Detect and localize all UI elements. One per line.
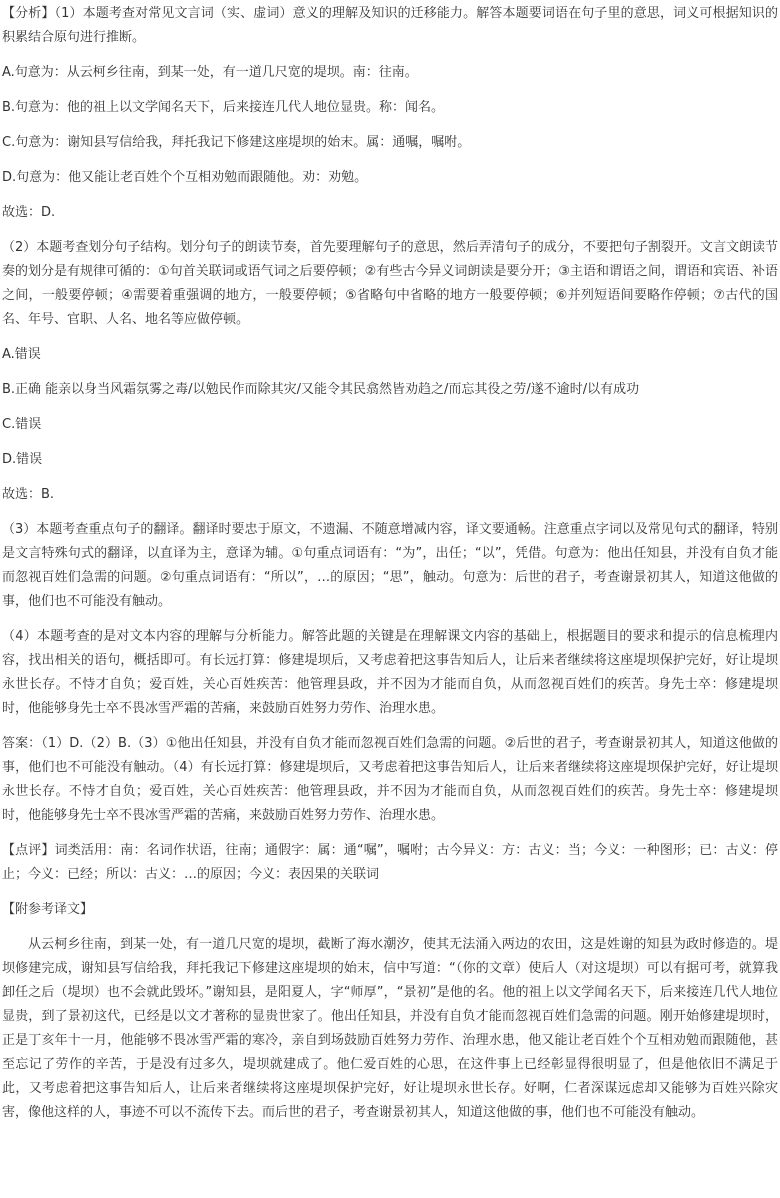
q2-analysis: （2）本题考查划分句子结构。划分句子的朗读节奏，首先要理解句子的意思，然后弄清句子的成分，不要把句子割裂开。文言文朗读节奏的划分是有规律可循的：①句首关联词或语气词之后要停顿；②有些古今异义词朗读是要分开；③主语和谓语之间，谓语和宾语、补语之间，一般要停顿；④需要着重强调的地方，一般要停顿；⑤省略句中省略的地方一般要停顿；⑥并列短语间要略作停顿；⑦古代的国名、年号、官职、人名、地名等应做停顿。 [2,240,778,327]
q2-option-b: B.正确 能亲以身当风霜氛雾之毒/以勉民作而除其灾/又能令其民翕然皆劝趋之/而忘其役之劳/遂不逾时/以有成功 [2,382,640,397]
translation-heading: 【附参考译文】 [2,902,94,917]
q2-option-a: A.错误 [2,347,41,362]
q2-option-c: C.错误 [2,417,42,432]
q2-option-d: D.错误 [2,452,43,467]
q1-option-b: B.句意为：他的祖上以文学闻名天下，后来接连几代人地位显贵。称：闻名。 [2,100,445,115]
analysis-intro: 【分析】（1）本题考查对常见文言词（实、虚词）意义的理解及知识的迁移能力。解答本题要词语在句子里的意思，词义可根据知识的积累结合原句进行推断。 [2,6,778,45]
q3-analysis: （3）本题考查重点句子的翻译。翻译时要忠于原文，不遗漏、不随意增减内容，译文要通畅。注意重点字词以及常见句式的翻译，特别是文言特殊句式的翻译，以直译为主，意译为辅。①句重点词语有：“为”，出任；“以”，凭借。句意为：他出任知县，并没有自负才能而忽视百姓们急需的问题。②句重点词语有：“所以”，…的原因；“思”，触动。句意为：后世的君子，考查谢景初其人，知道这他做的事，他们也不可能没有触动。 [2,522,778,609]
translation-body: 从云柯乡往南，到某一处，有一道几尺宽的堤坝，截断了海水潮汐，使其无法涌入两边的农田，这是姓谢的知县为政时修造的。堤坝修建完成，谢知县写信给我，拜托我记下修建这座堤坝的始末，信中写道：“（你的文章）使后人（对这堤坝）可以有据可考，就算我卸任之后（堤坝）也不会就此毁坏。”谢知县，是阳夏人，字“师厚”，“景初”是他的名。他的祖上以文学闻名天下，后来接连几代人地位显贵，到了景初这代，已经是以文才著称的显贵世家了。他出任知县，并没有自负才能而忽视百姓们急需的问题。刚开始修建堤坝时，正是丁亥年十一月，他能够不畏冰雪严霜的寒冷，亲自到场鼓励百姓努力劳作、治理水患，他又能让老百姓个个互相劝勉而跟随他，甚至忘记了劳作的辛苦，于是没有过多久，堤坝就建成了。他仁爱百姓的心思，在这件事上已经彰显得很明显了，但是他依旧不满足于此，又考虑着把这事告知后人，让后来者继续将这座堤坝保护完好，好让堤坝永世长存。好啊，仁者深谋远虑却又能够为百姓兴除灾害，像他这样的人，事迹不可以不流传下去。而后世的君子，考查谢景初其人，知道这他做的事，他们也不可能没有触动。 [2,937,778,1120]
q2-choice: 故选：B. [2,487,55,502]
answer-summary: 答案：（1）D.（2）B.（3）①他出任知县，并没有自负才能而忽视百姓们急需的问题。②后世的君子，考查谢景初其人，知道这他做的事，他们也不可能没有触动。（4）有长远打算：修建堤坝后，又考虑着把这事告知后人，让后来者继续将这座堤坝保护完好，好让堤坝永世长存。不恃才自负；爱百姓，关心百姓疾苦：他管理县政，并不因为才能而自负，从而忽视百姓们的疾苦。身先士卒：修建堤坝时，他能够身先士卒不畏冰雪严霜的苦痛，来鼓励百姓努力劳作、治理水患。 [2,736,778,823]
q1-option-d: D.句意为：他又能让老百姓个个互相劝勉而跟随他。劝：劝勉。 [2,170,368,185]
q1-choice: 故选：D. [2,205,56,220]
comment: 【点评】词类活用：南：名词作状语，往南；通假字：属：通“嘱”，嘱咐；古今异义：方：古义：当；今义：一种图形；已：古义：停止；今义：已经；所以：古义：…的原因；今义：表因果的关联词 [2,843,778,882]
q1-option-c: C.句意为：谢知县写信给我，拜托我记下修建这座堤坝的始末。属：通嘱，嘱咐。 [2,135,471,150]
q4-analysis: （4）本题考查的是对文本内容的理解与分析能力。解答此题的关键是在理解课文内容的基础上，根据题目的要求和提示的信息梳理内容，找出相关的语句，概括即可。有长远打算：修建堤坝后，又考虑着把这事告知后人，让后来者继续将这座堤坝保护完好，好让堤坝永世长存。不恃才自负；爱百姓，关心百姓疾苦：他管理县政，并不因为才能而自负，从而忽视百姓们的疾苦。身先士卒：修建堤坝时，他能够身先士卒不畏冰雪严霜的苦痛，来鼓励百姓努力劳作、治理水患。 [2,629,778,716]
q1-option-a: A.句意为：从云柯乡往南，到某一处，有一道几尺宽的堤坝。南：往南。 [2,65,418,80]
